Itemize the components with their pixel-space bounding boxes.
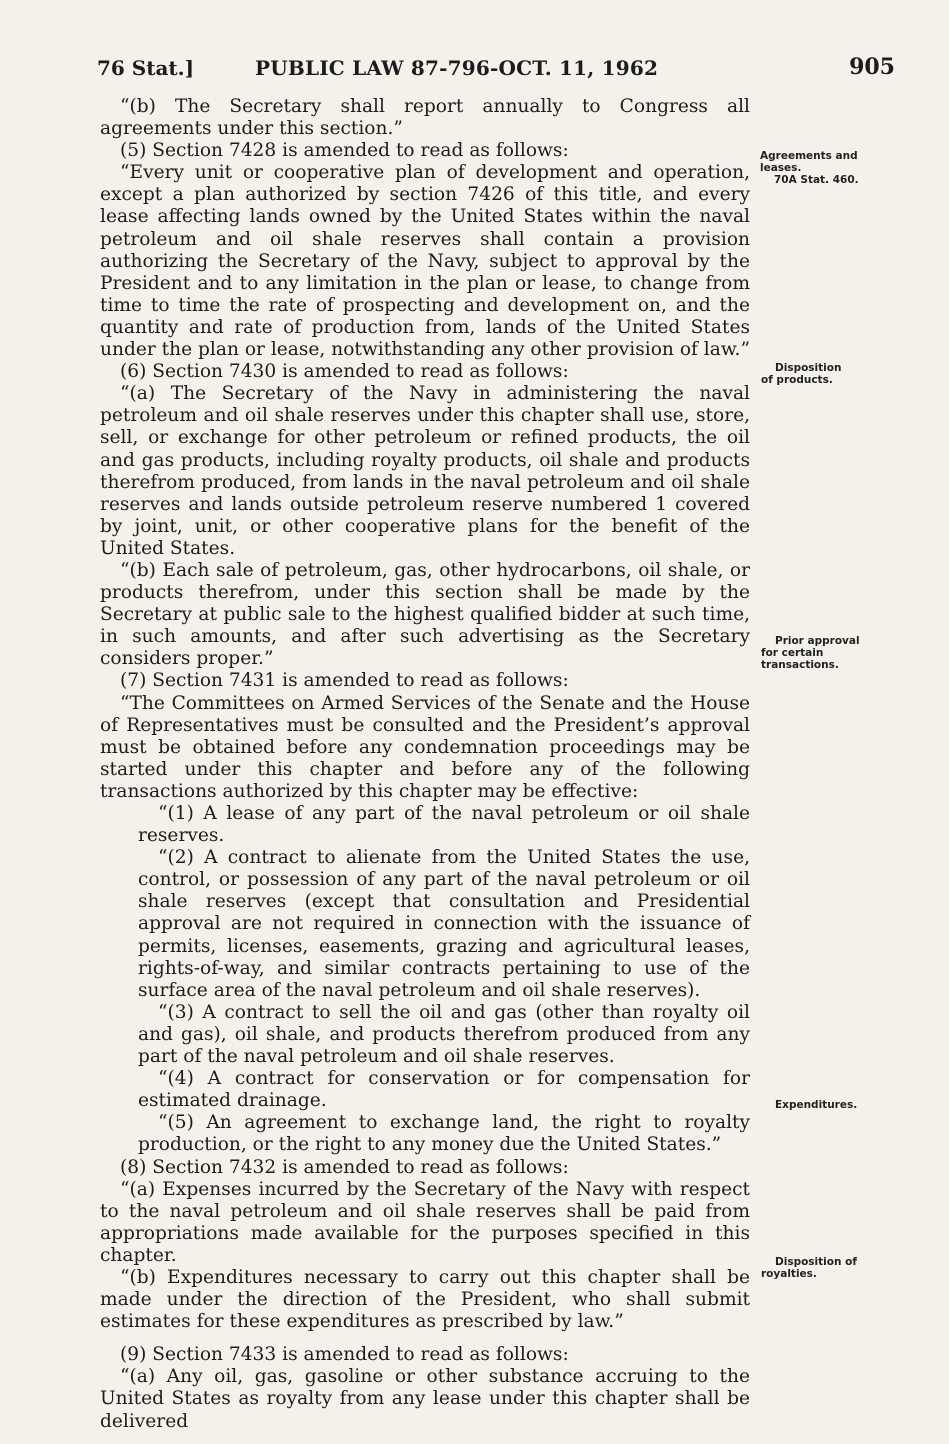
paragraph-section-7431: “The Committees on Armed Services of the Senate and the House of Representatives must be consulted and the President’s approval must be obtained before any condemnation proceedings may be started under this chapter and before any of the following transactions authorized by this chapter may be effective: <box>100 692 750 802</box>
margin-note-disposition-royalties: Disposition of royalties. <box>761 1256 857 1280</box>
list-item-3: “(3) A contract to sell the oil and gas (other than royalty oil and gas), oil shale, and products therefrom produced from any part of the naval petroleum and oil shale reserves. <box>138 1001 750 1068</box>
paragraph-7430-b: “(b) Each sale of petroleum, gas, other hydrocarbons, oil shale, or products therefrom, under this section shall be made by the Secretary at public sale to the highest qualified bidder at such time, in such amounts, and after such advertising as the Secretary considers proper.” <box>100 559 750 670</box>
list-item-5: “(5) An agreement to exchange land, the right to royalty production, or the right to any money due the United States.” <box>138 1112 750 1156</box>
margin-note-expenditures: Expenditures. <box>775 1099 858 1111</box>
list-item-4: “(4) A contract for conservation or for compensation for estimated drainage. <box>138 1068 750 1112</box>
margin-note-disposition-products: Disposition of products. <box>761 362 842 386</box>
paragraph-7432-b: “(b) Expenditures necessary to carry out this chapter shall be made under the direction of the President, who shall submit estimates for these expenditures as prescribed by law.” <box>100 1266 750 1333</box>
paragraph-4b-report: “(b) The Secretary shall report annually to Congress all agreements under this section.” <box>100 96 750 140</box>
margin-note-prior-approval: Prior approval for certain transactions. <box>761 635 860 671</box>
paragraph-7433-a: “(a) Any oil, gas, gasoline or other substance accruing to the United States as royalty from any lease under this chapter shall be delivered <box>100 1366 750 1432</box>
paragraph-7430-a: “(a) The Secretary of the Navy in administering the naval petroleum and oil shale reserves under this chapter shall use, store, sell, or exchange for other petroleum or refined products, the oil and gas products, including royalty products, oil shale and products therefrom produced, from lands in the naval petroleum and oil shale reserves and lands outside petroleum reserve numbered 1 covered by joint, unit, or other cooperative plans for the benefit of the United States. <box>100 383 750 559</box>
paragraph-6-heading: (6) Section 7430 is amended to read as follows: <box>120 361 569 383</box>
page-number: 905 <box>849 54 895 80</box>
paragraph-9-heading: (9) Section 7433 is amended to read as follows: <box>120 1344 569 1366</box>
body-text <box>100 96 750 1433</box>
margin-note-agreements: Agreements and leases. 70A Stat. 460. <box>760 150 859 186</box>
list-item-1: “(1) A lease of any part of the naval petroleum or oil shale reserves. <box>138 803 750 847</box>
paragraph-7-heading: (7) Section 7431 is amended to read as follows: <box>120 670 569 692</box>
header-title: PUBLIC LAW 87-796-OCT. 11, 1962 <box>255 56 659 80</box>
paragraph-8-heading: (8) Section 7432 is amended to read as follows: <box>120 1156 569 1178</box>
header-stat-reference: 76 Stat.] <box>97 56 195 80</box>
page-header <box>97 50 895 84</box>
paragraph-section-7428: “Every unit or cooperative plan of development and operation, except a plan authorized by section 7426 of this title, and every lease affecting lands owned by the United States within the naval petroleum and oil shale reserves shall contain a provision authorizing the Secretary of the Navy, subject to approval by the President and to any limitation in the plan or lease, to change from time to time the rate of prospecting and development on, and the quantity and rate of production from, lands of the United States under the plan or lease, notwithstanding any other provision of law.” <box>100 162 750 361</box>
list-item-2: “(2) A contract to alienate from the United States the use, control, or possession of any part of the naval petroleum or oil shale reserves (except that consultation and Presidential approval are not required in connection with the issuance of permits, licenses, easements, grazing and agricultural leases, rights-of-way, and similar contracts pertaining to use of the surface area of the naval petroleum and oil shale reserves). <box>138 847 750 1001</box>
paragraph-5-heading: (5) Section 7428 is amended to read as follows: <box>120 140 569 162</box>
paragraph-7432-a: “(a) Expenses incurred by the Secretary of the Navy with respect to the naval petroleum and oil shale reserves shall be paid from appropriations made available for the purposes specified in this chapter. <box>100 1178 750 1266</box>
